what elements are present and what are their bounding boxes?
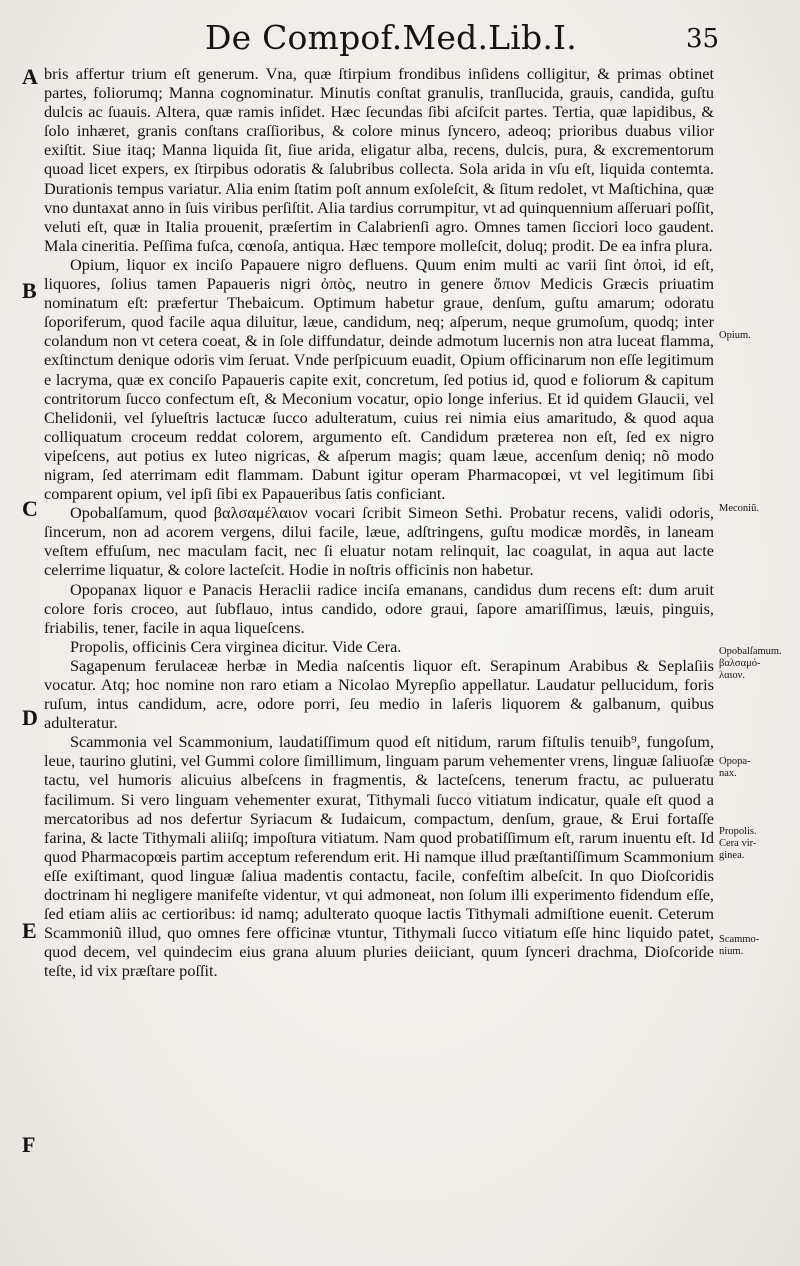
paragraph-sagapenum: Sagapenum ferulaceæ herbæ in Media naſcentis liquor eſt. Serapinum Arabibus & Seplaſiis vocatur. Atq; hoc nomine non raro etiam a Nicolao Myrepſio appellatur. Laudatur pellucidum, foris ruſum, intus candidum, acre, odore porri, ſeu medio in laſeris liquorem & galbanum, quibus adulteratur. <box>44 655 714 733</box>
page-number: 35 <box>686 24 720 54</box>
paragraph-opobalsamum: Opobalſamum, quod βαλσαμέλαιον vocari ſcribit Simeon Sethi. Probatur recens, validi odoris, ſincerum, non ad acorem vergens, dilui facile, læue, adſtringens, guſtu modicæ mordẽs, in laneam veſtem effuſum, nec maculam facit, nec ſi eluatur notam relinquit, lac coagulat, in aqua aut lacte celerrime liquatur, & colore lacteſcit. Hodie in noſtris officinis non habetur. <box>44 503 714 580</box>
section-letter-c: C <box>22 496 38 521</box>
marginal-note-opopanax: Opopa- nax. <box>719 756 751 779</box>
paragraph-opium: Opium, liquor ex inciſo Papauere nigro defluens. Quum enim multi ac varii ſint ὀποὶ, id eſt, liquores, ſolius tamen Papaueris nigri ὀπὸς, neutro in genere ὄπιον Medicis Græcis priuatim nominatum eſt: præfertur Thebaicum. Optimum habetur graue, denſum, guſtu amarum; odoratu ſoporiferum, quod facile aqua diluitur, læue, candidum, neq; aſperum, neque grumoſum, quodq; inter colandum non vt cetera coeat, & in ſole diffundatur, deinde admotum lucernis non atra luceat flamma, exſtinctum denique odoris vim ſeruat. Vnde perſpicuum euadit, Opium officinarum non eſſe legitimum e lacryma, quæ ex conciſo Papaueris capite exit, concretum, ſed potius id, quod e foliorum & capitum contritorum ſucco confectum eſt, & Meconium vocatur, opio longe inferius. Et id quidem Glaucii, vel Chelidonii, vel ſylueſtris lactucæ ſucco adulteratum, cuius rei nimia eius amaritudo, & quod aqua colliquatum croceum reddat colorem, argumento eſt. Candidum præterea non eſt, ſed ex nigro viреſcens, aut potius ex luteo nigricas, & aſperum magis; quam læue, accenſum deniq; nõ modo nigram, ſed aterrimam edit flammam. Dabunt igitur operam Pharmacopœi, vt vel legitimum ſibi comparent opium, vel ipſi ſibi ex Papaueribus ſatis conficiant. <box>44 254 714 504</box>
paragraph-manna: bris affertur trium eſt generum. Vna, quæ ſtirpium frondibus inſidens colligitur, & primas obtinet partes, foliorumq; Manna cognominatur. Minutis conſtat granulis, tranſlucida, grauis, candida, guſtu dulcis ac ſuauis. Altera, quæ ramis inſidet. Hæc ſecundas ſibi aſciſcit partes. Tertia, quæ lapidibus, & ſolo inhæret, granis conſtans craſſioribus, & colore minus ſyncero, adeoq; prioribus duabus vilior exiſtit. Siue itaq; Manna liquida ſit, ſiue arida, eligatur alba, recens, dulcis, pura, & excrementorum quoad licet expers, ex ſtirpibus odoratis & ſalubribus collecta. Sola arida in vſu eſt, liquida contemta. Durationis tempus variatur. Alia enim ſtatim poſt annum exſoleſcit, & ſitum redolet, vt Maſtichina, quæ vno duntaxat anno in ſuis viribus perſiſtit. Alia tardius corrumpitur, vt ad quinquennium aſſeruari poſſit, veluti eſt, quæ in Italia prouenit, præſertim in Calabrienſi agro. Omnes tamen ſicciori loco gaudent. Mala cineritia. Peſſima fuſca, cœnoſa, antiqua. Hæc tempore molleſcit, doluq; prodit. De ea infra plura. <box>44 64 714 255</box>
paragraph-scammonium: Scammonia vel Scammonium, laudatiſſimum quod eſt nitidum, rarum fiſtulis tenuib⁹, fungoſum, leue, taurino glutini, vel Gummi colore ſimillimum, linguam parum vehementer vrens, linguæ ſaliuoſæ tactu, vel humoris alicuius albeſcens in fragmentis, & lacteſcens, tenerum fractu, ac puluerаtu facilimum. Si vero linguam vehementer exurat, Tithymali ſucco vitiatum indicatur, quale eſt quod a mercatoribus ad nos defertur Syriacum & Iudaicum, compactum, denſum, graue, & Erui fortaſſe farina, & lacte Tithymali aliiſq; impoſtura vitiatum. Nam quod probatiſſimum eſt, rarum inuentu eſt. Id quod Pharmacopœis partim acceptum referendum erit. Hi namque illud præſtantiſſimum Scammonium eſſe exiſtimant, quod linguæ ſaliua madentis contactu, facile, confeſtim albeſcit. In quo Dioſcoridis doctrinam hi negligere manifeſte videntur, vt qui admoneat, non ſolum illi experimento fidendum eſſe, ſed etiam aliis ac certioribus: id namq; adulterato quoque lactis Tithymali admiſtione euenit. Ceterum Scammoniũ illud, quo omnes fere officinæ vtuntur, Tithymali ſucco vitiatum eſſe hinc liquido patet, quod decem, vel quindecim eius grana aluum pluries deiiciant, quum ſynceri drachma, Dioſcoride teſte, id vix præſtare poſſit. <box>44 732 714 981</box>
paragraph-opopanax: Opopanax liquor e Panacis Heraclii radice inciſa emanans, candidus dum recens eſt: dum aruit colore foris croceo, aut ſubflauo, intus candido, odore graui, ſapore amariſſimus, læuis, pinguis, friabilis, tener, facile in aqua liqueſcens. <box>44 579 714 637</box>
marginal-note-opium: Opium. <box>719 330 751 341</box>
marginal-note-propolis: Propolis. Cera vir- ginea. <box>719 826 757 861</box>
running-title: De Compof.Med.Lib.I. <box>205 18 577 57</box>
section-letter-e: E <box>22 918 37 943</box>
main-text-column <box>44 64 714 981</box>
paragraph-propolis: Propolis, officinis Cera virginea dicitur. Vide Cera. <box>70 636 402 656</box>
section-letter-f: F <box>22 1132 36 1157</box>
marginal-note-opobalsamum: Opobalſamum. βαλσαμό- λαιον. <box>719 646 782 681</box>
section-letter-b: B <box>22 278 37 303</box>
section-letter-a: A <box>22 64 38 89</box>
page-header <box>0 12 800 64</box>
marginal-note-meconium: Meconiũ. <box>719 503 759 514</box>
section-letter-d: D <box>22 705 38 730</box>
marginal-note-scammonium: Scammo- nium. <box>719 934 760 957</box>
